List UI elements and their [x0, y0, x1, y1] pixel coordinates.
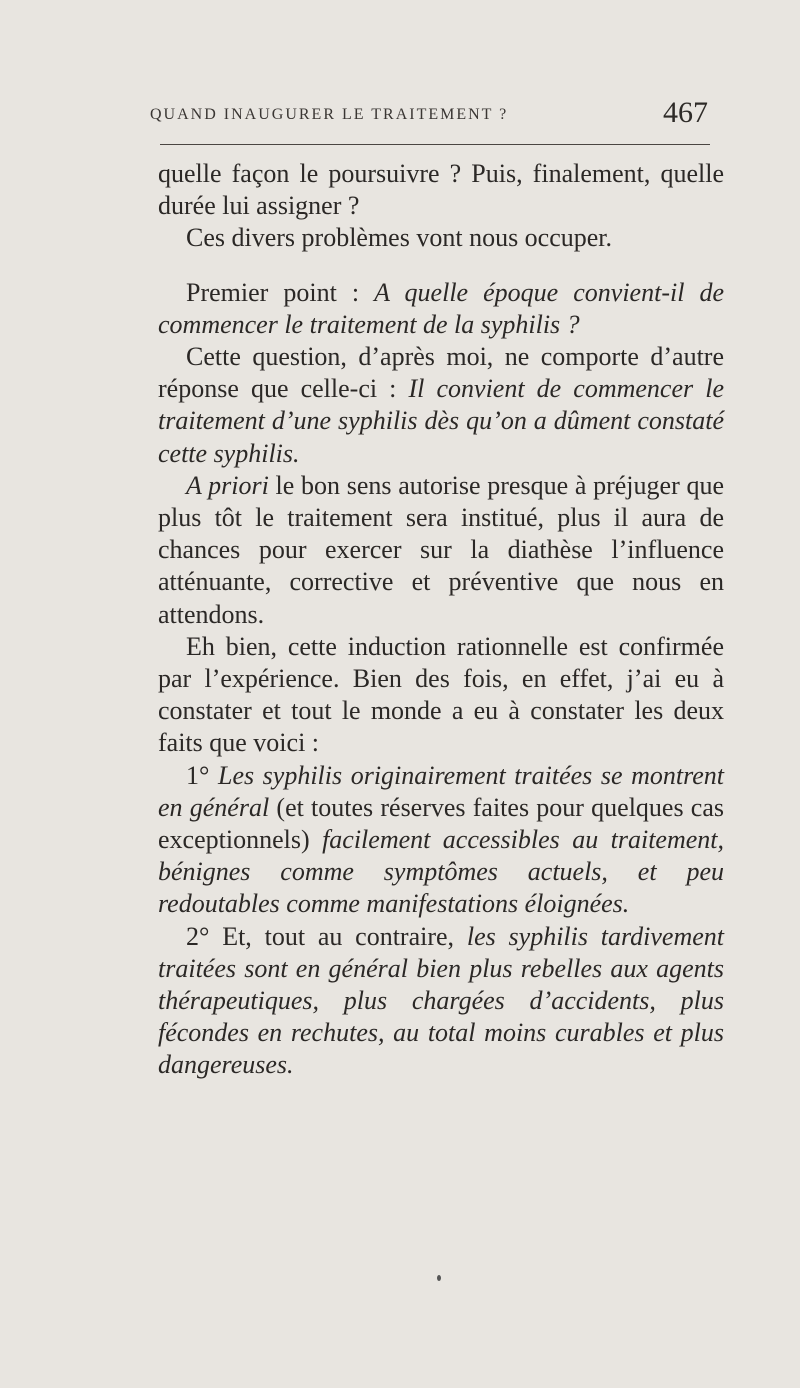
paragraph-3-question: A quelle époque convient-il de commencer le traitement de la syphilis ? — [158, 277, 725, 339]
paragraph-5-rest: le bon sens autorise presque à préjuger que plus tôt le traitement sera institué, plus il aura de chances pour exercer sur la diathèse l’influence atténuante, corrective et préventive que nous en attendons. — [158, 470, 724, 629]
paragraph-6: Eh bien, cette induction rationnelle est confirmée par l’expérience. Bien des fois, en effet, j’ai eu à constater et tout le monde a eu à constater les deux faits que voici : — [158, 631, 724, 758]
ink-speck — [437, 1275, 441, 1281]
header-rule — [160, 144, 710, 145]
paragraph-8-lead: Et, tout au contraire, — [222, 921, 467, 951]
body-text — [158, 158, 724, 1082]
paragraph-4-answer: Il convient de commencer le traitement d’une syphilis dès qu’on a dûment constaté cette syphilis. — [158, 374, 724, 468]
paragraph-7 — [158, 760, 724, 921]
paragraph-5 — [158, 470, 724, 631]
paragraph-7-mid: (et toutes réserves faites pour quelques cas exceptionnels) — [158, 792, 724, 855]
paragraph-7-italic-1: Les syphilis originairement traitées se montrent en général — [158, 760, 724, 822]
page-number: 467 — [663, 96, 708, 129]
running-title: QUAND INAUGURER LE TRAITEMENT ? — [150, 106, 509, 123]
paragraph-3-lead: Premier point : — [186, 277, 375, 307]
paragraph-8-number: 2° — [186, 921, 223, 951]
paragraph-2: Ces divers problèmes vont nous occuper. — [186, 223, 613, 253]
paragraph-8-italic: les syphilis tardivement traitées sont en général bien plus rebelles aux agents thérapeutiques, plus chargées d’accidents, plus fécondes en rechutes, au total moins curables et plus dangereuses. — [158, 921, 724, 1080]
paragraph-5-apriori: A priori — [186, 470, 269, 500]
paragraph-4-lead: Cette question, d’après moi, ne comporte d’autre réponse que celle-ci : — [158, 342, 724, 404]
paragraph-8 — [158, 921, 724, 1082]
paragraph-7-italic-2: facilement accessibles au traitement, bénignes comme symptômes actuels, et peu redoutables comme manifestations éloignées. — [158, 825, 725, 919]
paragraph-4 — [158, 341, 724, 470]
paragraph-3 — [158, 277, 724, 341]
paragraph-1: quelle façon le poursuivre ? Puis, finalement, quelle durée lui assigner ? — [158, 159, 724, 221]
running-head — [150, 88, 710, 128]
paragraph-7-number: 1° — [186, 760, 218, 790]
